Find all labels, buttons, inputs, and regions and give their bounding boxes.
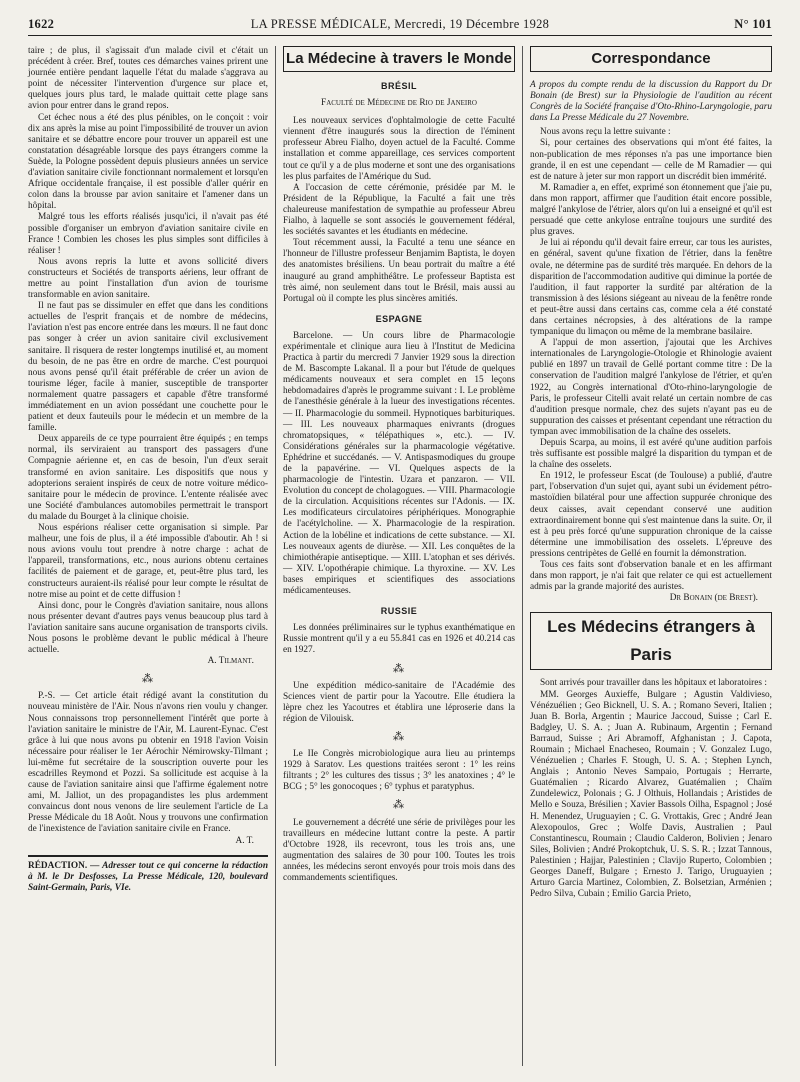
paragraph: Le gouvernement a décrété une série de privilèges pour les travailleurs en médecine luttant contre la peste. A partir d'Octobre 1928, ils recevront, tous les trois ans, une augmentation des salaires de 30 pour 100. Toutes les trois années, les médecins seront envoyés pour trois mois dans des commandements scientifiques.: [283, 817, 515, 883]
paragraph: taire ; de plus, il s'agissait d'un malade civil et c'était un précédent à créer. Bref, toutes ces démarches vaines prirent une journée entière pendant laquelle l'état du malade s'aggrava au point de nécessiter l'intervention d'urgence sur place et, quelques jours plus tard, le malade quittait cette plage sans avion pour entrer dans le grand repos.: [28, 46, 268, 112]
postscript-signature: A. T.: [235, 835, 254, 846]
issue-number: N° 101: [734, 17, 772, 31]
column-left: [28, 46, 268, 894]
country-heading-russie: RUSSIE: [380, 606, 418, 617]
paragraph: Nous espérions réaliser cette organisation si simple. Par malheur, une fois de plus, il a été impossible d'aboutir. Ah ! si nous avions voulu tout prendre à notre charge : achat de l'appareil, transformations, etc., nous aurions obtenu certaines facilités de paiement et de garage, et, peut-être plus tard, les constructeurs auraient-ils réalisé pour leur compte le résultat de notre mise au point et de cette diffusion !: [28, 523, 268, 600]
paragraph: M. Ramadier a, en effet, exprimé son étonnement que j'aie pu, dans mon rapport, affirmer que l'audition était encore possible, malgré l'ankylose de l'étrier, alors qu'on lui a enseigné et qu'il est persuadé que cette ankylose entraîne toujours une surdité des plus graves.: [530, 182, 772, 238]
masthead: LA PRESSE MÉDICALE, Mercredi, 19 Décembre 1928: [250, 17, 550, 31]
paragraph: Malgré tous les efforts réalisés jusqu'ici, il n'avait pas été possible d'organiser un embryon d'aviation sanitaire civile en France ! Combien les choses les plus simples sont difficiles à réaliser !: [28, 212, 268, 256]
column-middle: [283, 46, 515, 884]
redaction-notice: [28, 855, 268, 894]
paragraph: Nous avons reçu la lettre suivante :: [540, 127, 671, 138]
section-title-medecins-etrangers: Les Médecins étrangers à Paris: [530, 612, 772, 670]
correspondence-intro: A propos du compte rendu de la discussion du Rapport du Dr Bonain (de Brest) sur la Physiologie de l'audition au récent Congrès de la Société française d'Oto-Rhino-Laryngologie, paru dans La Presse Médicale du 27 Novembre.: [530, 80, 772, 124]
paragraph: A l'occasion de cette cérémonie, présidée par M. le Président de la République, la Faculté a fait une très chaleureuse manifestation de sympathie au professeur Abreu Fialho, à laquelle se sont associés le gouvernement fédéral, les sociétés savantes et les étudiants en médecine.: [283, 182, 515, 238]
section-stars: ⁂: [393, 662, 405, 675]
postscript: P.-S. — Cet article était rédigé avant la constitution du nouveau ministère de l'Air. Nous n'avons rien voulu y changer. Nous connaissons trop personnellement l'intérêt que porte à l'aviation sanitaire le ministre de l'Air, M. Laurent-Eynac. C'est grâce à lui que nous avons pu obtenir en 1918 l'avion Voisin nécessaire pour réaliser le 1er Aérochir Némirowsky-Tilmant ; lui-même fut secrétaire de la souscription ouverte pour les escadrilles Reymond et Pozzi. Sa sollicitude est acquise à la cause de l'aviation sanitaire ainsi que l'affirme également notre ami, M. Jalliot, un des propagandistes les plus ardemment convaincus dont nous venons de lire seulement l'article de La Presse Médicale du 18 Août. Nous y trouvons une confirmation de l'inexistence de l'aviation sanitaire civile en France.: [28, 691, 268, 835]
paragraph: Les nouveaux services d'ophtalmologie de cette Faculté viennent d'être inaugurés sous la direction de l'éminent professeur Abreu Fialho, doyen actuel de la Faculté. Comme installation et comme appareillage, ces services comportent tout ce qu'il y a de plus moderne et sont une des organisations les plus parfaites de l'Amérique du Sud.: [283, 116, 515, 182]
country-heading-bresil: BRÉSIL: [380, 81, 417, 91]
column-right: [530, 46, 772, 900]
paragraph: Le IIe Congrès microbiologique aura lieu au printemps 1929 à Saratov. Les questions traitées seront : 1° les reins filtrants ; 2° les cultures des tissus ; 3° les anatoxines ; 4° le BCG ; 5° les gonocoques ; 6° typhus et paratyphus.: [283, 749, 515, 793]
letter-signature: Dr Bonain (de Brest).: [669, 593, 758, 604]
paragraph: Si, pour certaines des observations qui m'ont été faites, la non-publication de mes réponses n'a pas une importance bien grande, il en est une cependant — celle de M Ramadier — qui est de nature à jeter sur mon rapport un discrédit bien immérité.: [530, 138, 772, 182]
country-heading-espagne: ESPAGNE: [375, 313, 423, 324]
paragraph: Je lui ai répondu qu'il devait faire erreur, car tous les auristes, en général, savent qu'une fixation de l'étrier, dans la fenêtre ovale, ne détermine pas de surdité très marquée. En dehors de la disparition de l'accommodation auditive qui diminue la portée de l'audition, il faut rapporter la surdité par altération de la transmission à des lésions siégeant au niveau de la fenêtre ronde et peut-être aussi dans certains cas, comme cela a été constaté dans certaines nécropsies, à des altérations de la rampe tympanique du limaçon ou même de la membrane basilaire.: [530, 238, 772, 338]
redaction-label: RÉDACTION.: [28, 860, 88, 871]
paragraph: MM. Georges Auxieffe, Bulgare ; Agustin Valdivieso, Vénézuélien ; Geo Bicknell, U. S. A. ; Romano Severi, Italien ; Juan B. Borla, Argentin ; Maurice Jaccoud, Suisse ; Carl E. Badgley, U. S. A. ; Juan A. Rubinaum, Argentin ; Fernand Barraud, Suisse ; Ari Abramoff, Afghanistan ; J. Capota, Roumain ; Michael Enacheseo, Roumain ; V. Gonzalez Lugo, Vénézuelien ; Charles F. Stough, U. S. A. ; Stephen Lynch, Anglais ; Antonio Neves Sampaio, Portugais ; Herrarte, Guatémalien ; Ricardo Alvarez, Guatémalien ; Chaïm Zundelewicz, Polonais ; G. J Olthuis, Hollandais ; Aristides de Mello e Souza, Brésilien ; Xavier Bassols Oilha, Espagnol ; José H. Menendez, Uruguayien ; C. G. Vrottakis, Grec ; André Jean Alexopoulos, Grec ; Wolfe Davis, Australien ; Paul Constantinescu, Roumain ; Claudio Calderon, Bolivien ; Jenaro Siles, Bolivien ; André Prokoptchuk, U. S. S. R. ; Izzat Tannous, Palestinien ; Hajjar, Palestinien ; Clavijo Ruperto, Colombien ; Georges Daneff, Bulgare ; Ernesto J. Tarigo, Uruguayien ; Arturo Garcia Martinez, Colombien, Z. Bolsetzian, Arménien ; Pedro Silva, Cubain ; Emilio Garcia Prieto,: [530, 689, 772, 900]
page-header: [28, 17, 772, 33]
paragraph: Barcelone. — Un cours libre de Pharmacologie expérimentale et clinique aura lieu à l'Institut de Medicina Practica à partir du mercredi 7 Janvier 1929 sous la direction de M. Bascompte Lakanal. Il a pour but l'étude de quelques médicaments nouveaux et sera complet en 15 leçons hebdomadaires d'après le programme suivant : I. Le problème de l'anesthésie générale à la lueur des investigations récentes. — II. Pharmacologie du sommeil. Hypnotiques barbituriques. — III. Les nouveaux pharmaques enivrants (drogues chromatopsiques, « télépathiques », etc.). — IV. Considérations générales sur la pharmacologie végétative. Ephédrine et succédanés. — V. Antispasmodiques du groupe de la papavérine. — VI. Quelques aspects de la pharmacologie de l'intestin. Uzara et panzaron. — VII. Evolution du concept de cholagogues. — VIII. Pharmacologie de la circulation. Acquisitions récentes sur l'Adonis. — IX. Les modificateurs circulatoires périphériques. Monographie de l'acétylcholine. — X. Pharmacologie de la respiration. Action de la lobéline et indications de cette substance. — XI. Les nouveaux agents de diurèse. — XII. Les conquêtes de la chimiothérapie antiseptique. — XIII. L'atophan et ses dérivés. — XIV. L'opothérapie chimique. La thyroxine. — XV. Les bases empiriques et scientifiques des associations médicamenteuses.: [283, 330, 515, 597]
page-number: 1622: [28, 17, 55, 31]
paragraph: Ainsi donc, pour le Congrès d'aviation sanitaire, nous allons nous présenter devant d'autres pays venus beaucoup plus tard à l'aviation sanitaire sans aucune organisation de transports civils. Nous posons le problème devant le public médical à l'heure actuelle.: [28, 600, 268, 656]
paragraph: Cet échec nous a été des plus pénibles, on le conçoit : voir dix ans après la mise au point l'impossibilité de trouver un avion sanitaire et se débattre encore pour trouver un appareil est une constatation désagréable lorsque des pays étrangers comme la Suède, la Pologne possèdent depuis plusieurs années un service d'aviation sanitaire civile fonctionnant normalement et lorsqu'en Afrique occidentale française, il est possible d'aller quérir en colon dans la brousse par avion sanitaire et l'amener dans un hôpital.: [28, 112, 268, 212]
redaction-text: — Adresser tout ce qui concerne la rédaction à M. le Dr Desfosses, La Presse Médicale, 120, boulevard Saint-Germain, Paris, VIe.: [28, 860, 268, 893]
paragraph: A l'appui de mon assertion, j'ajoutai que les Archives internationales de Laryngologie-Otologie et Rhinologie avaient publié en 1897 un travail de Gellé portant comme titre : De la conservation de l'audition malgré l'ankylose de l'étrier, et qu'en 1922, au Congrès international d'Oto-rhino-laryngologie de Paris, le professeur Citelli avait relaté un certain nombre de cas d'audition presque normale, chez des sujets n'ayant pas eu de suppuration des caisses et présentant cependant une rétraction du tympan avec immobilisation de la chaîne des osselets.: [530, 338, 772, 437]
paragraph: Les données préliminaires sur le typhus exanthématique en Russie montrent qu'il y a eu 55.841 cas en 1926 et 40.214 cas en 1927.: [283, 623, 515, 656]
paragraph: Deux appareils de ce type pourraient être équipés ; en temps normal, ils serviraient au transport des passagers d'une Compagnie aérienne et, en cas de besoin, l'un d'eux serait transformé en avion sanitaire. Les dispositifs que nous y adopterions seraient inspirés de ceux de notre voiture médico-sanitaire pour le médecin de province. L'entente réalisée avec une Société d'ambulances automobiles permettrait le transport du malade du Bourget à la clinique choisie.: [28, 434, 268, 522]
header-rule: [28, 35, 772, 36]
paragraph: Tout récemment aussi, la Faculté a tenu une séance en l'honneur de l'illustre professeur Benjamim Baptista, le doyen des anatomistes brésiliens. Un beau portrait du maître a été inauguré au grand amphithéâtre. Le professeur Baptista est très aimé, non seulement dans tout le Brésil, mais aussi au Portugal où il compte les plus sincères amitiés.: [283, 238, 515, 304]
paragraph: Il ne faut pas se dissimuler en effet que dans les conditions actuelles de l'esprit français et de nombre de médecins, l'aviation n'est pas encore entrée dans les mœurs. Il ne faut donc pas songer à créer un avion sanitaire civil exclusivement sanitaire. Il risquera de rester longtemps inutilisé et, au moment du besoin, de ne pas être en ordre de marche. C'est pourquoi nous avons pensé qu'il était préférable de créer un avion de tourisme léger, facile à manier, susceptible de transporter normalement quatre passagers et capable d'être transformé immédiatement en un avion possédant une couchette pour le patient et deux fauteuils pour le médecin et un membre de la famille.: [28, 301, 268, 434]
section-title-medecine-monde: La Médecine à travers le Monde: [283, 46, 515, 72]
paragraph: Sont arrivés pour travailler dans les hôpitaux et laboratoires :: [540, 678, 767, 689]
column-divider: [275, 46, 276, 1066]
section-stars: ⁂: [142, 673, 154, 686]
paragraph: Une expédition médico-sanitaire de l'Académie des Sciences vient de partir pour la Yacoutre. Elle étudiera la lèpre chez les Yacoutres et établira une léproserie dans la région de Vilouisk.: [283, 680, 515, 724]
section-title-correspondance: Correspondance: [530, 46, 772, 72]
column-divider: [522, 46, 523, 1066]
article-signature: A. Tilmant.: [207, 656, 254, 667]
paragraph: Nous avons repris la lutte et avons sollicité divers constructeurs et Sociétés de transports aériens, leur offrant de mettre au point l'installation d'un avion de tourisme transformable en avion sanitaire.: [28, 256, 268, 301]
paragraph: En 1912, le professeur Escat (de Toulouse) a publié, d'autre part, l'observation d'un sujet qui, ayant subi un évidement pétro-mastoïdien bilatéral pour une affection suppurée chronique des deux caisses, avait cependant conservé une audition extraordinairement bonne qui s'est maintenue dans la suite. Or, il est à peu près forcé qu'une suppuration chronique de la caisse détermine une immobilisation des osselets. L'épreuve des pressions centripètes de Gellé en fournit la démonstration.: [530, 471, 772, 559]
paragraph: Tous ces faits sont d'observation banale et en les affirmant dans mon rapport, je n'ai fait que relater ce qui est actuellement admis par la grande majorité des auristes.: [530, 560, 772, 593]
section-stars: ⁂: [393, 730, 405, 743]
faculty-heading: Faculté de Médecine de Rio de Janeiro: [321, 98, 477, 109]
section-stars: ⁂: [393, 799, 405, 812]
paragraph: Depuis Scarpa, au moins, il est avéré qu'une audition parfois très suffisante est possible malgré la disparition du tympan et de la chaîne des osselets.: [530, 438, 772, 471]
